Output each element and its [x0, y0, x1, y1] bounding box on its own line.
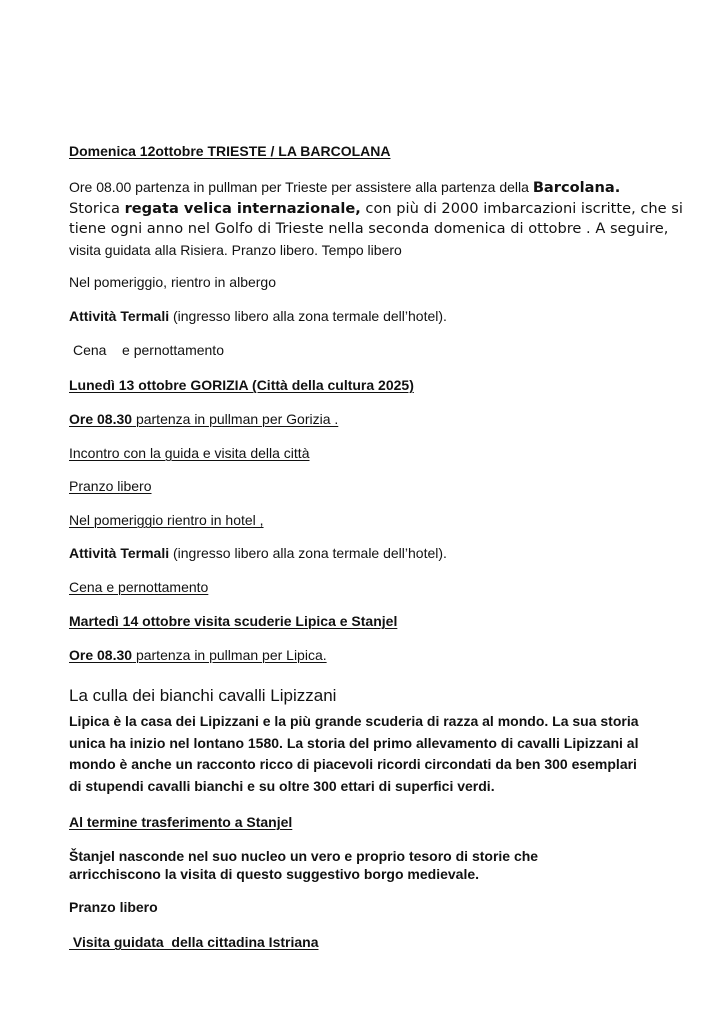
day2-afternoon: Nel pomeriggio rientro in hotel ,	[69, 512, 264, 528]
day3-lunch: Pranzo libero	[69, 899, 158, 915]
day2-departure-time: Ore 08.30	[69, 411, 133, 427]
day2-spa-text: (ingresso libero alla zona termale dell’hotel).	[169, 545, 447, 561]
barcolana-highlight: Barcolana.	[532, 179, 621, 196]
day1-title: Domenica 12ottobre TRIESTE / LA BARCOLANA	[69, 143, 391, 159]
stanjel-line: arricchiscono la visita di questo suggestivo borgo medievale.	[69, 866, 480, 882]
day2-spa-label: Attività Termali	[69, 545, 170, 561]
day2-departure	[69, 411, 338, 428]
day1-spa-text: (ingresso libero alla zona termale dell’hotel).	[169, 308, 447, 324]
day2-lunch: Pranzo libero	[69, 478, 152, 494]
day1-afternoon: Nel pomeriggio, rientro in albergo	[69, 274, 276, 290]
day1-intro-line-2	[69, 199, 683, 220]
lipica-line: mondo è anche un racconto ricco di piacevoli ricordi circondati da ben 300 esemplari	[69, 756, 637, 772]
day3-departure-text: partenza in pullman per Lipica.	[132, 647, 327, 663]
day3-title: Martedì 14 ottobre visita scuderie Lipica e Stanjel	[69, 613, 398, 629]
day1-intro-line-3: tiene ogni anno nel Golfo di Trieste nella seconda domenica di ottobre . A seguire,	[69, 220, 669, 237]
day2-departure-text: partenza in pullman per Gorizia .	[132, 411, 339, 427]
lipica-heading: La culla dei bianchi cavalli Lipizzani	[69, 686, 337, 705]
day2-title: Lunedì 13 ottobre GORIZIA (Città della cultura 2025)	[69, 377, 414, 393]
regata-highlight: regata velica internazionale,	[124, 199, 361, 217]
lipica-line: unica ha inizio nel lontano 1580. La storia del primo allevamento di cavalli Lipizzani al	[69, 734, 639, 751]
day1-dinner: Cena e pernottamento	[73, 342, 224, 358]
day1-spa-label: Attività Termali	[69, 308, 170, 324]
lipica-line: di stupendi cavalli bianchi e su oltre 300 ettari di superfici verdi.	[69, 777, 495, 794]
stanjel-line: Štanjel nasconde nel suo nucleo un vero e proprio tesoro di storie che	[69, 848, 539, 864]
day3-departure	[69, 647, 327, 664]
day1-intro-line-1-text: Ore 08.00 partenza in pullman per Trieste per assistere alla partenza della	[69, 179, 533, 195]
day1-spa	[69, 308, 447, 325]
day2-spa	[69, 545, 447, 562]
day1-intro	[69, 177, 683, 260]
transfer-stanjel: Al termine trasferimento a Stanjel	[69, 814, 293, 830]
day1-intro-line-4: visita guidata alla Risiera. Pranzo libero. Tempo libero	[69, 241, 402, 258]
day3-guided-visit: Visita guidata della cittadina Istriana	[69, 934, 319, 950]
day1-intro-line-1	[69, 177, 683, 199]
day3-departure-time: Ore 08.30	[69, 647, 133, 663]
day1-intro-line-2-text-a: Storica	[69, 199, 125, 217]
day2-guide: Incontro con la guida e visita della città	[69, 445, 310, 461]
lipica-description	[69, 711, 639, 797]
day2-dinner: Cena e pernottamento	[69, 579, 209, 595]
lipica-line: Lipica è la casa dei Lipizzani e la più grande scuderia di razza al mondo. La sua storia	[69, 713, 639, 729]
day1-intro-line-2-text-c: con più di 2000 imbarcazioni iscritte, che si	[360, 199, 683, 217]
stanjel-description	[69, 847, 538, 883]
